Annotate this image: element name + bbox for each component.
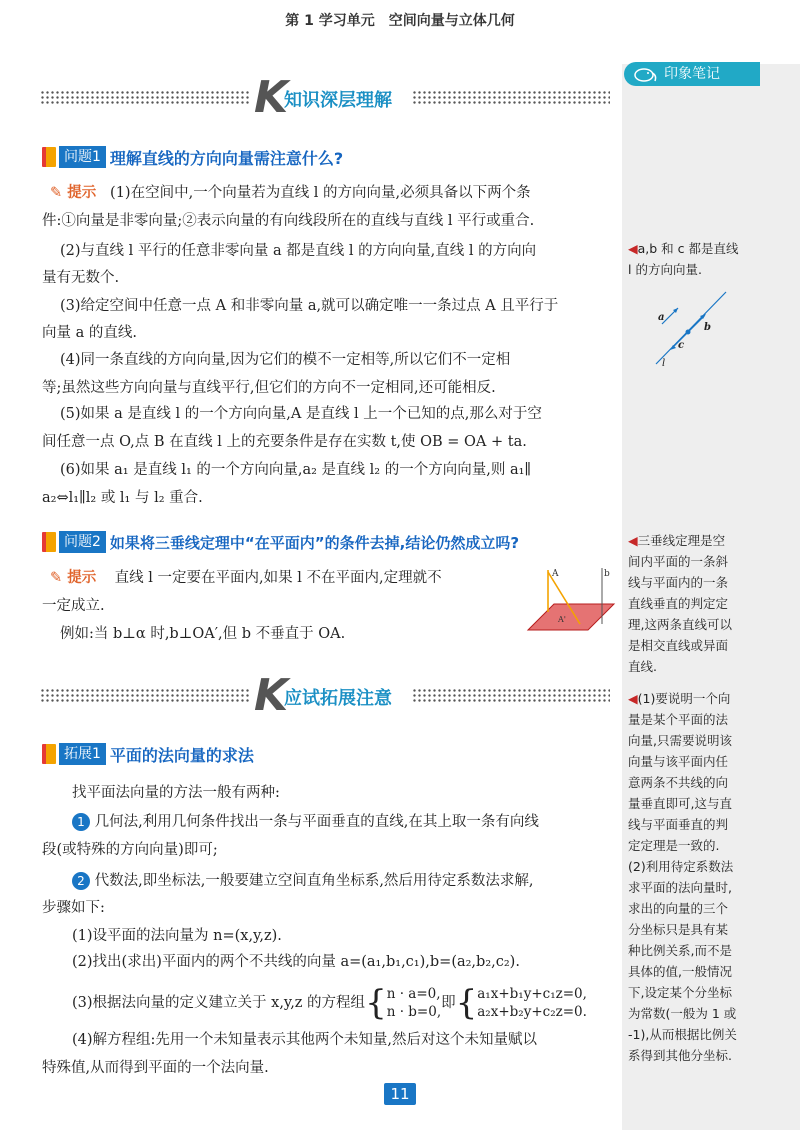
extension-1-tag: 拓展1 bbox=[59, 743, 106, 765]
ext-method-1 bbox=[72, 812, 647, 832]
answer-1-text-2: 件:①向量是非零向量;②表示向量的有向线段所在的直线与直线 l 平行或重合. bbox=[42, 213, 535, 229]
answer-1-text-8: 等;虽然这些方向向量与直线平行,但它们的方向不一定相同,还可能相反. bbox=[42, 380, 496, 396]
label-c: c bbox=[678, 340, 685, 351]
ext-step-4-cont: 特殊值,从而得到平面的一个法向量. bbox=[42, 1060, 269, 1076]
question-2-tag: 问题2 bbox=[59, 531, 106, 553]
note-marker: ◀ bbox=[628, 691, 638, 706]
answer-2-text-1: 直线 l 一定要在平面内,如果 l 不在平面内,定理就不 bbox=[114, 570, 442, 586]
answer-1-text-9: (5)如果 a 是直线 l 的一个方向向量,A 是直线 l 上一个已知的点,那么对于空 bbox=[60, 406, 542, 422]
dotted-rule-left bbox=[40, 688, 250, 702]
section-banner-knowledge bbox=[40, 72, 610, 123]
ext-step-4: (4)解方程组:先用一个未知量表示其他两个未知量,然后对这个未知量赋以 bbox=[72, 1032, 538, 1048]
question-1-heading bbox=[42, 145, 343, 169]
ext-method-2-cont: 步骤如下: bbox=[42, 900, 105, 916]
brace-2: { bbox=[455, 983, 478, 1023]
pen-icon: ✎ bbox=[50, 185, 63, 201]
extension-1-title: 平面的法向量的求法 bbox=[109, 745, 254, 765]
book-icon bbox=[42, 532, 56, 552]
question-1-title: 理解直线的方向向量需注意什么? bbox=[109, 148, 344, 168]
side-notes-title: 印象笔记 bbox=[664, 66, 720, 82]
ext-step-1: (1)设平面的法向量为 n=(x,y,z). bbox=[72, 928, 282, 944]
answer-1-text-11: (6)如果 a₁ 是直线 l₁ 的一个方向向量,a₂ 是直线 l₂ 的一个方向向量,则 a₁∥ bbox=[60, 462, 532, 478]
direction-vector-figure bbox=[648, 288, 734, 370]
ext-method-1-text: 几何法,利用几何条件找出一条与平面垂直的直线,在其上取一条有向线 bbox=[94, 814, 539, 830]
base-point bbox=[686, 330, 691, 335]
page-number: 11 bbox=[384, 1083, 416, 1105]
vector-b bbox=[688, 316, 704, 332]
answer-2-text-2: 一定成立. bbox=[42, 598, 105, 614]
running-header: 第 1 学习单元 空间向量与立体几何 bbox=[285, 13, 515, 29]
answer-1-text-1: (1)在空间中,一个向量若为直线 l 的方向向量,必须具备以下两个条 bbox=[110, 185, 531, 201]
extension-1-heading bbox=[42, 742, 254, 766]
three-perpendicular-figure bbox=[518, 562, 618, 642]
ext-step-2: (2)找出(求出)平面内的两个不共线的向量 a=(a₁,b₁,c₁),b=(a₂,b₂,c₂). bbox=[72, 954, 520, 970]
line-l bbox=[656, 292, 726, 364]
note-direction-vectors: ◀a,b 和 c 都是直线 l 的方向向量. bbox=[628, 241, 739, 277]
label-b: b bbox=[604, 569, 610, 579]
book-icon bbox=[42, 744, 56, 764]
pen-icon: ✎ bbox=[50, 570, 63, 586]
book-icon bbox=[42, 147, 56, 167]
label-b: b bbox=[704, 322, 711, 333]
question-2-heading bbox=[42, 530, 519, 554]
answer-1-text-3: (2)与直线 l 平行的任意非零向量 a 都是直线 l 的方向向量,直线 l 的方向向 bbox=[60, 243, 537, 259]
brace-1: { bbox=[365, 983, 387, 1023]
label-a: a bbox=[658, 312, 665, 323]
system-coords bbox=[477, 985, 587, 1021]
answer-1-text-10: 间任意一点 O,点 B 在直线 l 上的充要条件是存在实数 t,使 OB = OA + ta. bbox=[42, 434, 527, 450]
step-2-badge: 2 bbox=[72, 872, 90, 890]
note-marker: ◀ bbox=[628, 533, 638, 548]
section-banner-exam bbox=[40, 670, 610, 721]
section-k-logo: K bbox=[254, 670, 289, 721]
side-notes-tab bbox=[624, 62, 760, 86]
section-title-knowledge: 知识深层理解 bbox=[284, 90, 392, 111]
answer-1-text-5: (3)给定空间中任意一点 A 和非零向量 a,就可以确定唯一一条过点 A 且平行于 bbox=[60, 298, 559, 314]
note-marker: ◀ bbox=[628, 241, 638, 256]
hint-1-line bbox=[50, 183, 625, 203]
ext-intro: 找平面法向量的方法一般有两种: bbox=[72, 785, 280, 801]
step-1-badge: 1 bbox=[72, 813, 90, 831]
label-l: l bbox=[662, 358, 666, 369]
answer-1-text-4: 量有无数个. bbox=[42, 270, 120, 286]
section-title-exam: 应试拓展注意 bbox=[284, 688, 392, 709]
hint-2-label: ✎ 提示 bbox=[50, 570, 97, 586]
ext-method-2-text: 代数法,即坐标法,一般要建立空间直角坐标系,然后用待定系数法求解, bbox=[94, 873, 534, 889]
dotted-rule-left bbox=[40, 90, 250, 104]
answer-2-text-3: 例如:当 b⊥α 时,b⊥OA′,但 b 不垂直于 OA. bbox=[60, 626, 346, 642]
elephant-icon bbox=[632, 65, 658, 91]
hint-1-label: ✎ 提示 bbox=[50, 185, 97, 201]
section-k-logo: K bbox=[254, 72, 289, 123]
answer-1-text-12: a₂⇔l₁∥l₂ 或 l₁ 与 l₂ 重合. bbox=[42, 490, 203, 506]
eq-coord-2: a₂x+b₂y+c₂z=0. bbox=[477, 1004, 587, 1020]
eq-coord-1: a₁x+b₁y+c₁z=0, bbox=[477, 986, 587, 1002]
eq-n-dot-a: n · a=0, bbox=[386, 986, 441, 1002]
ext-step-3 bbox=[72, 984, 647, 1024]
answer-1-text-6: 向量 a 的直线. bbox=[42, 325, 137, 341]
question-2-title: 如果将三垂线定理中“在平面内”的条件去掉,结论仍然成立吗? bbox=[109, 533, 520, 552]
note-normal-vector: ◀(1)要说明一个向 量是某个平面的法 向量,只需要说明该 向量与该平面内任 意两条不共线的向 量垂直即可,这与直 线与平面垂直的判 定定理是一致的. (2)利用待定系数法 求平面的法向量时, 求出的向量的三个 分坐标只是具有某 种比例关系,而不是 具体的值,一般情况 下,设定某个分坐标 为常数(一般为 1 或 -1),从而根据比例关 系得到其他分坐标. bbox=[628, 691, 737, 1063]
answer-1-text-7: (4)同一条直线的方向向量,因为它们的模不一定相等,所以它们不一定相 bbox=[60, 352, 511, 368]
label-A: A bbox=[552, 569, 559, 579]
label-A-prime: A' bbox=[558, 615, 566, 624]
system-vector bbox=[387, 985, 441, 1021]
question-1-tag: 问题1 bbox=[59, 146, 106, 168]
dotted-rule-right bbox=[412, 90, 610, 104]
ext-step-3-ji: 即 bbox=[441, 995, 456, 1011]
note-three-perpendicular: ◀三垂线定理是空 间内平面的一条斜 线与平面内的一条 直线垂直的判定定 理,这两条直线可以 是相交直线或异面 直线. bbox=[628, 533, 732, 674]
ext-method-1-cont: 段(或特殊的方向向量)即可; bbox=[42, 842, 218, 858]
ext-method-2 bbox=[72, 871, 647, 891]
dotted-rule-right bbox=[412, 688, 610, 702]
eq-n-dot-b: n · b=0, bbox=[386, 1004, 442, 1020]
ext-step-3-text: (3)根据法向量的定义建立关于 x,y,z 的方程组 bbox=[72, 995, 366, 1011]
